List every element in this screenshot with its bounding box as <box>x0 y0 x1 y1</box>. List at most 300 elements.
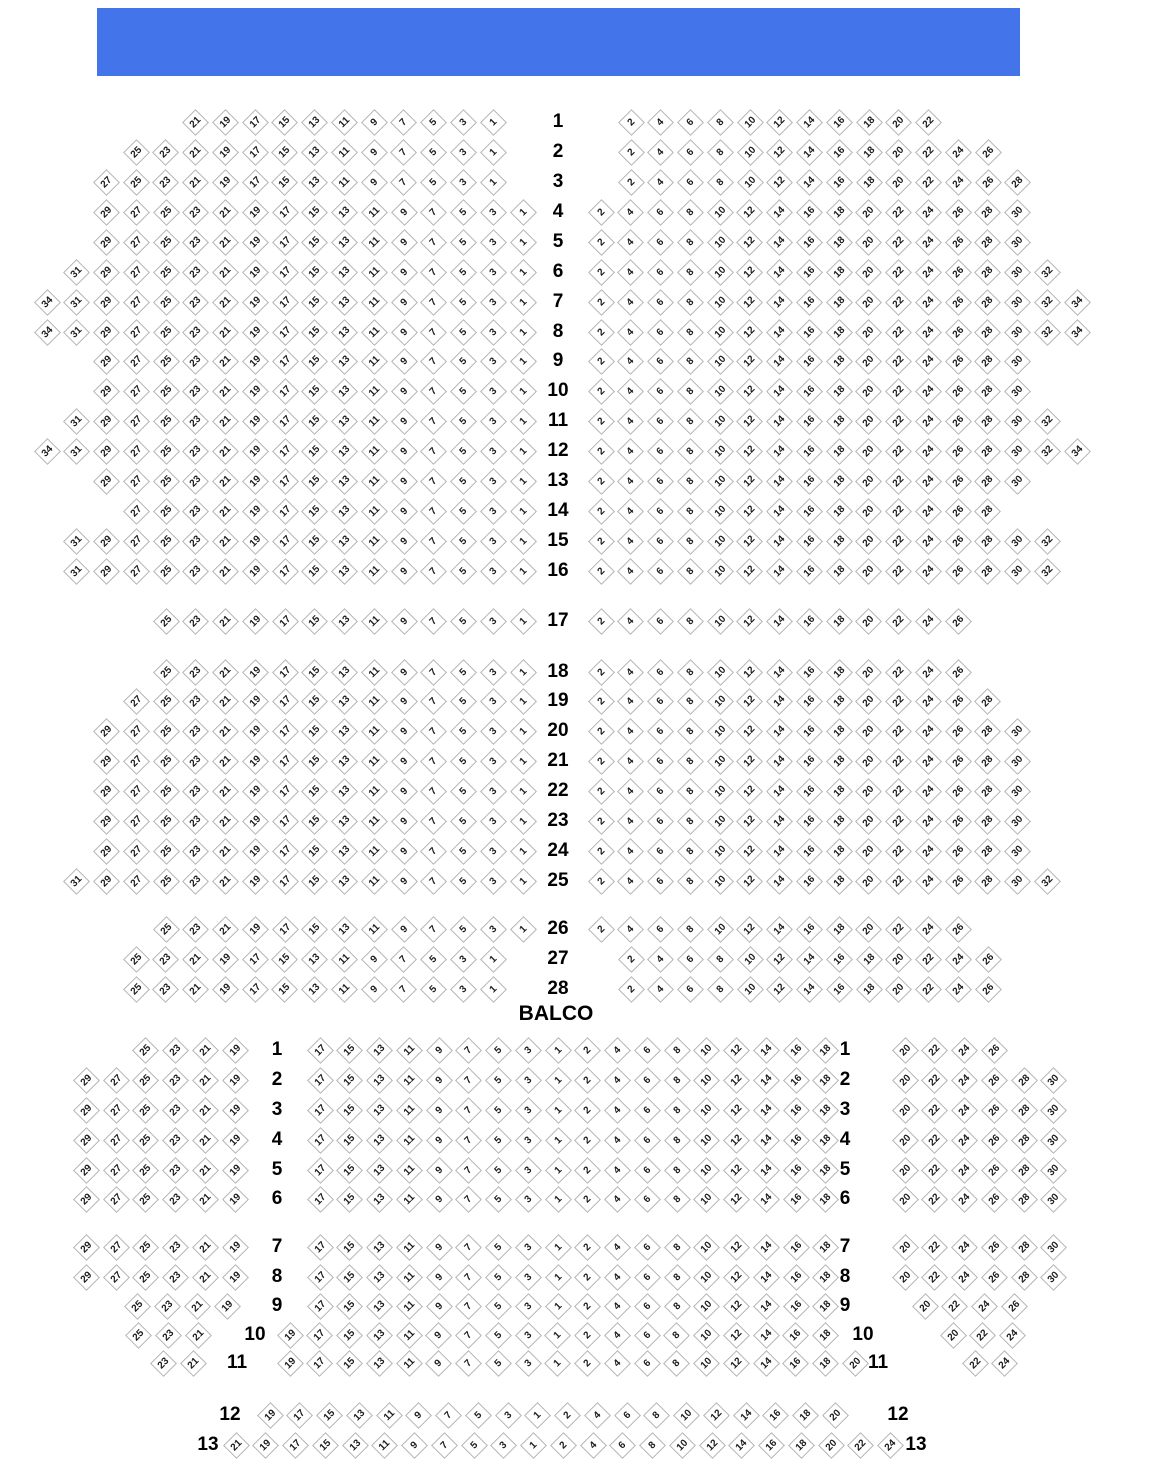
seat[interactable] <box>271 139 298 166</box>
seat[interactable] <box>796 748 823 775</box>
seat[interactable] <box>123 348 150 375</box>
seat[interactable] <box>182 468 209 495</box>
seat[interactable] <box>723 1293 750 1320</box>
seat[interactable] <box>618 169 645 196</box>
seat[interactable] <box>855 348 882 375</box>
seat[interactable] <box>242 408 269 435</box>
seat[interactable] <box>707 229 734 256</box>
seat[interactable] <box>736 199 763 226</box>
seat[interactable] <box>826 916 853 943</box>
seat[interactable] <box>396 1037 423 1064</box>
seat[interactable] <box>1004 289 1031 316</box>
seat[interactable] <box>420 916 447 943</box>
seat[interactable] <box>123 259 150 286</box>
seat[interactable] <box>192 1264 219 1291</box>
seat[interactable] <box>677 378 704 405</box>
seat[interactable] <box>123 976 150 1003</box>
seat[interactable] <box>162 1097 189 1124</box>
seat[interactable] <box>272 528 299 555</box>
seat[interactable] <box>634 1127 661 1154</box>
seat[interactable] <box>951 1157 978 1184</box>
seat[interactable] <box>93 808 120 835</box>
seat[interactable] <box>182 259 209 286</box>
seat[interactable] <box>647 916 674 943</box>
seat[interactable] <box>677 528 704 555</box>
seat[interactable] <box>855 498 882 525</box>
seat[interactable] <box>153 229 180 256</box>
seat[interactable] <box>450 139 477 166</box>
seat[interactable] <box>257 1402 284 1429</box>
seat[interactable] <box>123 558 150 585</box>
seat[interactable] <box>271 976 298 1003</box>
seat[interactable] <box>707 169 734 196</box>
seat[interactable] <box>480 916 507 943</box>
seat[interactable] <box>707 868 734 895</box>
seat[interactable] <box>617 498 644 525</box>
seat[interactable] <box>123 808 150 835</box>
seat[interactable] <box>222 1234 249 1261</box>
seat[interactable] <box>617 688 644 715</box>
seat[interactable] <box>826 976 853 1003</box>
seat[interactable] <box>974 558 1001 585</box>
seat[interactable] <box>1004 438 1031 465</box>
seat[interactable] <box>796 688 823 715</box>
seat[interactable] <box>366 1127 393 1154</box>
seat[interactable] <box>361 808 388 835</box>
seat[interactable] <box>312 1432 339 1459</box>
seat[interactable] <box>634 1157 661 1184</box>
seat[interactable] <box>647 976 674 1003</box>
seat[interactable] <box>361 259 388 286</box>
seat[interactable] <box>664 1067 691 1094</box>
seat[interactable] <box>420 319 447 346</box>
seat[interactable] <box>455 1350 482 1377</box>
seat[interactable] <box>182 408 209 435</box>
seat[interactable] <box>915 688 942 715</box>
seat[interactable] <box>921 1186 948 1213</box>
seat[interactable] <box>480 976 507 1003</box>
seat[interactable] <box>242 378 269 405</box>
seat[interactable] <box>796 259 823 286</box>
seat[interactable] <box>766 659 793 686</box>
seat[interactable] <box>361 109 388 136</box>
seat[interactable] <box>455 1067 482 1094</box>
seat[interactable] <box>634 1037 661 1064</box>
seat[interactable] <box>855 838 882 865</box>
seat[interactable] <box>123 838 150 865</box>
seat[interactable] <box>425 1350 452 1377</box>
seat[interactable] <box>123 319 150 346</box>
seat[interactable] <box>450 528 477 555</box>
seat[interactable] <box>945 946 972 973</box>
seat[interactable] <box>420 778 447 805</box>
seat[interactable] <box>480 259 507 286</box>
seat[interactable] <box>974 319 1001 346</box>
seat[interactable] <box>796 946 823 973</box>
seat[interactable] <box>545 1264 572 1291</box>
seat[interactable] <box>450 659 477 686</box>
seat[interactable] <box>301 868 328 895</box>
seat[interactable] <box>974 808 1001 835</box>
seat[interactable] <box>391 808 418 835</box>
seat[interactable] <box>93 199 120 226</box>
seat[interactable] <box>153 289 180 316</box>
seat[interactable] <box>34 289 61 316</box>
seat[interactable] <box>945 916 972 943</box>
seat[interactable] <box>242 748 269 775</box>
seat[interactable] <box>515 1322 542 1349</box>
seat[interactable] <box>510 868 537 895</box>
seat[interactable] <box>480 199 507 226</box>
seat[interactable] <box>63 438 90 465</box>
seat[interactable] <box>93 408 120 435</box>
seat[interactable] <box>617 438 644 465</box>
seat[interactable] <box>885 748 912 775</box>
seat[interactable] <box>545 1293 572 1320</box>
seat[interactable] <box>450 808 477 835</box>
seat[interactable] <box>346 1402 373 1429</box>
seat[interactable] <box>945 838 972 865</box>
seat[interactable] <box>855 438 882 465</box>
seat[interactable] <box>450 976 477 1003</box>
seat[interactable] <box>515 1350 542 1377</box>
seat[interactable] <box>162 1264 189 1291</box>
seat[interactable] <box>212 498 239 525</box>
seat[interactable] <box>361 438 388 465</box>
seat[interactable] <box>945 438 972 465</box>
seat[interactable] <box>420 558 447 585</box>
seat[interactable] <box>915 169 942 196</box>
seat[interactable] <box>617 838 644 865</box>
seat[interactable] <box>426 1067 453 1094</box>
seat[interactable] <box>366 1350 393 1377</box>
seat[interactable] <box>945 868 972 895</box>
seat[interactable] <box>153 199 180 226</box>
seat[interactable] <box>182 229 209 256</box>
seat[interactable] <box>766 528 793 555</box>
seat[interactable] <box>707 259 734 286</box>
seat[interactable] <box>981 1037 1008 1064</box>
seat[interactable] <box>212 528 239 555</box>
seat[interactable] <box>647 289 674 316</box>
seat[interactable] <box>212 378 239 405</box>
seat[interactable] <box>282 1432 309 1459</box>
seat[interactable] <box>783 1157 810 1184</box>
seat[interactable] <box>242 528 269 555</box>
seat[interactable] <box>361 608 388 635</box>
seat[interactable] <box>945 289 972 316</box>
seat[interactable] <box>885 916 912 943</box>
seat[interactable] <box>753 1127 780 1154</box>
seat[interactable] <box>796 868 823 895</box>
seat[interactable] <box>796 778 823 805</box>
seat[interactable] <box>272 498 299 525</box>
seat[interactable] <box>634 1293 661 1320</box>
seat[interactable] <box>420 868 447 895</box>
seat[interactable] <box>212 319 239 346</box>
seat[interactable] <box>588 348 615 375</box>
seat[interactable] <box>480 378 507 405</box>
seat[interactable] <box>242 608 269 635</box>
seat[interactable] <box>677 838 704 865</box>
seat[interactable] <box>664 1234 691 1261</box>
seat[interactable] <box>132 1067 159 1094</box>
seat[interactable] <box>766 378 793 405</box>
seat[interactable] <box>951 1037 978 1064</box>
seat[interactable] <box>331 778 358 805</box>
seat[interactable] <box>1034 408 1061 435</box>
seat[interactable] <box>212 976 239 1003</box>
seat[interactable] <box>426 1097 453 1124</box>
seat[interactable] <box>420 199 447 226</box>
seat[interactable] <box>162 1127 189 1154</box>
seat[interactable] <box>307 1234 334 1261</box>
seat[interactable] <box>707 838 734 865</box>
seat[interactable] <box>271 109 298 136</box>
seat[interactable] <box>588 718 615 745</box>
seat[interactable] <box>921 1037 948 1064</box>
seat[interactable] <box>647 608 674 635</box>
seat[interactable] <box>485 1067 512 1094</box>
seat[interactable] <box>455 1186 482 1213</box>
seat[interactable] <box>885 976 912 1003</box>
seat[interactable] <box>723 1186 750 1213</box>
seat[interactable] <box>361 498 388 525</box>
seat[interactable] <box>766 808 793 835</box>
seat[interactable] <box>736 608 763 635</box>
seat[interactable] <box>647 438 674 465</box>
seat[interactable] <box>634 1067 661 1094</box>
seat[interactable] <box>826 289 853 316</box>
seat[interactable] <box>396 1097 423 1124</box>
seat[interactable] <box>1004 199 1031 226</box>
seat[interactable] <box>93 718 120 745</box>
seat[interactable] <box>974 498 1001 525</box>
seat[interactable] <box>736 229 763 256</box>
seat[interactable] <box>604 1127 631 1154</box>
seat[interactable] <box>855 868 882 895</box>
seat[interactable] <box>855 378 882 405</box>
seat[interactable] <box>766 139 793 166</box>
seat[interactable] <box>485 1186 512 1213</box>
seat[interactable] <box>331 139 358 166</box>
seat[interactable] <box>73 1186 100 1213</box>
seat[interactable] <box>336 1097 363 1124</box>
seat[interactable] <box>617 229 644 256</box>
seat[interactable] <box>796 378 823 405</box>
seat[interactable] <box>450 498 477 525</box>
seat[interactable] <box>915 808 942 835</box>
seat[interactable] <box>574 1186 601 1213</box>
seat[interactable] <box>766 259 793 286</box>
seat[interactable] <box>643 1402 670 1429</box>
seat[interactable] <box>222 1097 249 1124</box>
seat[interactable] <box>331 109 358 136</box>
seat[interactable] <box>331 169 358 196</box>
seat[interactable] <box>336 1037 363 1064</box>
seat[interactable] <box>306 1322 333 1349</box>
seat[interactable] <box>331 259 358 286</box>
seat[interactable] <box>123 139 150 166</box>
seat[interactable] <box>1011 1234 1038 1261</box>
seat[interactable] <box>975 946 1002 973</box>
seat[interactable] <box>420 378 447 405</box>
seat[interactable] <box>272 868 299 895</box>
seat[interactable] <box>272 408 299 435</box>
seat[interactable] <box>736 319 763 346</box>
seat[interactable] <box>242 109 269 136</box>
seat[interactable] <box>192 1234 219 1261</box>
seat[interactable] <box>1034 868 1061 895</box>
seat[interactable] <box>153 528 180 555</box>
seat[interactable] <box>366 1293 393 1320</box>
seat[interactable] <box>604 1234 631 1261</box>
seat[interactable] <box>647 838 674 865</box>
seat[interactable] <box>331 748 358 775</box>
seat[interactable] <box>707 139 734 166</box>
seat[interactable] <box>450 718 477 745</box>
seat[interactable] <box>826 868 853 895</box>
seat[interactable] <box>132 1097 159 1124</box>
seat[interactable] <box>366 1067 393 1094</box>
seat[interactable] <box>885 408 912 435</box>
seat[interactable] <box>480 468 507 495</box>
seat[interactable] <box>162 1037 189 1064</box>
seat[interactable] <box>450 169 477 196</box>
seat[interactable] <box>1004 468 1031 495</box>
seat[interactable] <box>753 1293 780 1320</box>
seat[interactable] <box>766 838 793 865</box>
seat[interactable] <box>272 438 299 465</box>
seat[interactable] <box>420 608 447 635</box>
seat[interactable] <box>272 468 299 495</box>
seat[interactable] <box>242 688 269 715</box>
seat[interactable] <box>455 1127 482 1154</box>
seat[interactable] <box>1004 378 1031 405</box>
seat[interactable] <box>707 348 734 375</box>
seat[interactable] <box>723 1097 750 1124</box>
seat[interactable] <box>192 1097 219 1124</box>
seat[interactable] <box>812 1350 839 1377</box>
seat[interactable] <box>182 528 209 555</box>
seat[interactable] <box>182 659 209 686</box>
seat[interactable] <box>588 319 615 346</box>
seat[interactable] <box>826 259 853 286</box>
seat[interactable] <box>588 838 615 865</box>
seat[interactable] <box>306 1350 333 1377</box>
seat[interactable] <box>574 1322 601 1349</box>
seat[interactable] <box>588 868 615 895</box>
seat[interactable] <box>93 528 120 555</box>
seat[interactable] <box>391 718 418 745</box>
seat[interactable] <box>826 608 853 635</box>
seat[interactable] <box>331 868 358 895</box>
seat[interactable] <box>796 916 823 943</box>
seat[interactable] <box>450 259 477 286</box>
seat[interactable] <box>450 608 477 635</box>
seat[interactable] <box>693 1264 720 1291</box>
seat[interactable] <box>647 109 674 136</box>
seat[interactable] <box>510 199 537 226</box>
seat[interactable] <box>301 718 328 745</box>
seat[interactable] <box>510 438 537 465</box>
seat[interactable] <box>733 1402 760 1429</box>
seat[interactable] <box>707 748 734 775</box>
seat[interactable] <box>425 1322 452 1349</box>
seat[interactable] <box>975 169 1002 196</box>
seat[interactable] <box>153 916 180 943</box>
seat[interactable] <box>634 1097 661 1124</box>
seat[interactable] <box>885 688 912 715</box>
seat[interactable] <box>647 868 674 895</box>
seat[interactable] <box>391 378 418 405</box>
seat[interactable] <box>391 748 418 775</box>
seat[interactable] <box>93 259 120 286</box>
seat[interactable] <box>455 1322 482 1349</box>
seat[interactable] <box>855 289 882 316</box>
seat[interactable] <box>677 608 704 635</box>
seat[interactable] <box>753 1350 780 1377</box>
seat[interactable] <box>272 838 299 865</box>
seat[interactable] <box>604 1293 631 1320</box>
seat[interactable] <box>766 408 793 435</box>
seat[interactable] <box>153 378 180 405</box>
seat[interactable] <box>361 528 388 555</box>
seat[interactable] <box>885 169 912 196</box>
seat[interactable] <box>766 558 793 585</box>
seat[interactable] <box>93 468 120 495</box>
seat[interactable] <box>677 438 704 465</box>
seat[interactable] <box>707 718 734 745</box>
seat[interactable] <box>693 1067 720 1094</box>
seat[interactable] <box>182 688 209 715</box>
seat[interactable] <box>796 808 823 835</box>
seat[interactable] <box>182 199 209 226</box>
seat[interactable] <box>796 319 823 346</box>
seat[interactable] <box>974 259 1001 286</box>
seat[interactable] <box>677 976 704 1003</box>
seat[interactable] <box>634 1350 661 1377</box>
seat[interactable] <box>707 808 734 835</box>
seat[interactable] <box>123 528 150 555</box>
seat[interactable] <box>693 1186 720 1213</box>
seat[interactable] <box>677 659 704 686</box>
seat[interactable] <box>647 778 674 805</box>
seat[interactable] <box>132 1234 159 1261</box>
seat[interactable] <box>647 348 674 375</box>
seat[interactable] <box>614 1402 641 1429</box>
seat[interactable] <box>617 808 644 835</box>
seat[interactable] <box>510 528 537 555</box>
seat[interactable] <box>634 1186 661 1213</box>
seat[interactable] <box>1034 289 1061 316</box>
seat[interactable] <box>796 199 823 226</box>
seat[interactable] <box>545 1037 572 1064</box>
seat[interactable] <box>723 1067 750 1094</box>
seat[interactable] <box>736 498 763 525</box>
seat[interactable] <box>574 1264 601 1291</box>
seat[interactable] <box>796 348 823 375</box>
seat[interactable] <box>63 259 90 286</box>
seat[interactable] <box>222 1067 249 1094</box>
seat[interactable] <box>242 976 269 1003</box>
seat[interactable] <box>123 438 150 465</box>
seat[interactable] <box>480 109 507 136</box>
seat[interactable] <box>342 1432 369 1459</box>
seat[interactable] <box>1011 1186 1038 1213</box>
seat[interactable] <box>93 558 120 585</box>
seat[interactable] <box>63 408 90 435</box>
